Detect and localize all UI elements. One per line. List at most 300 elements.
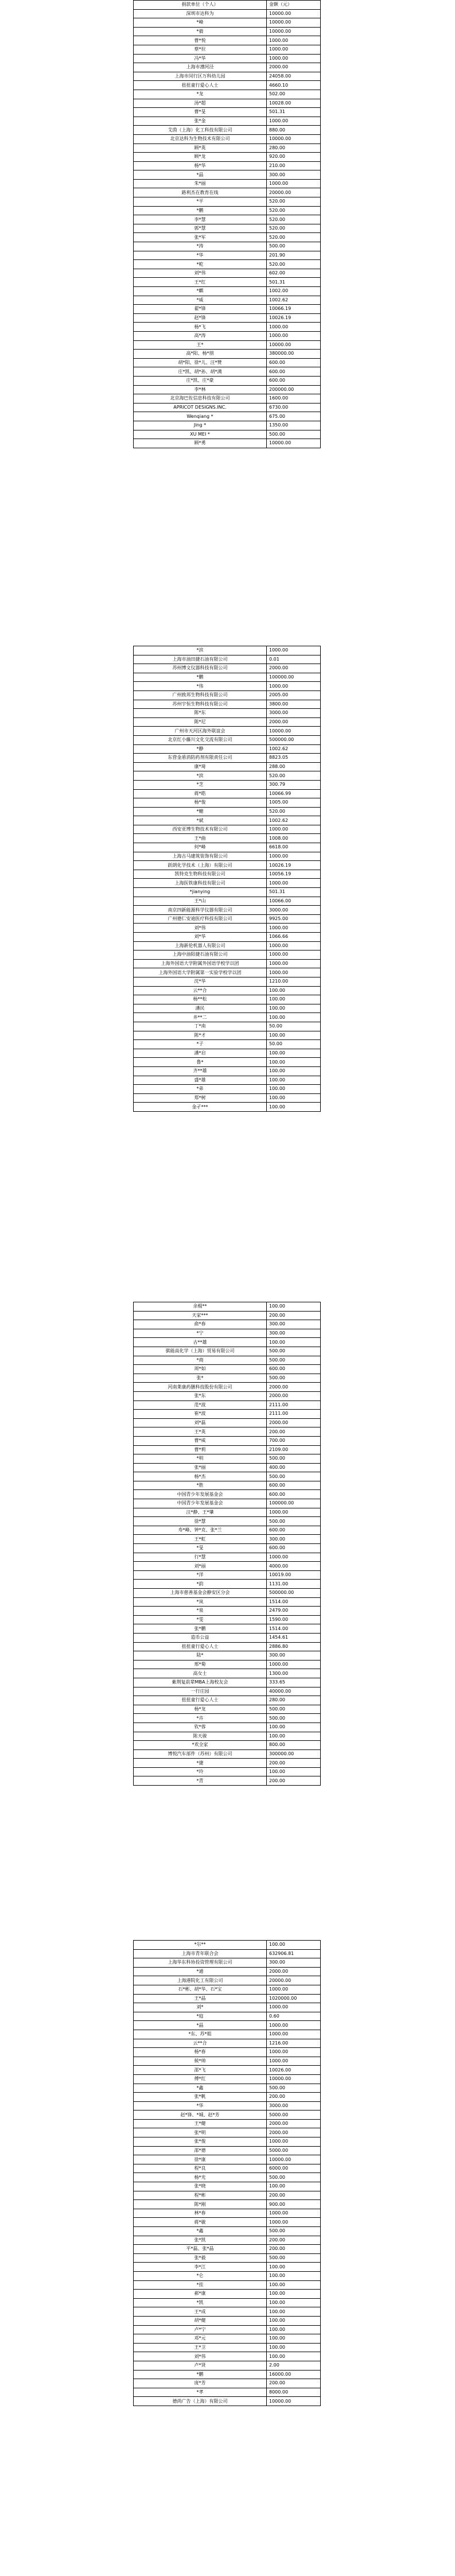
donor-name: 上海港院化工有限公司 [134,1976,267,1985]
table-row [134,1749,321,1759]
donation-amount: 100.00 [267,1093,321,1103]
donor-name: *涛 [134,242,267,251]
donation-amount: 200.00 [267,2093,321,2102]
table-row [134,2253,321,2263]
donation-amount: 1131.00 [267,1580,321,1589]
donor-name: 齐**雄 [134,1066,267,1076]
donation-amount: 100.00 [267,2263,321,2272]
table-row [134,1427,321,1437]
donation-amount: 600.00 [267,1365,321,1374]
donation-amount: 100.00 [267,2271,321,2280]
donor-name: 李*慧 [134,215,267,224]
table-row [134,888,321,897]
donation-amount: 100.00 [267,995,321,1004]
donor-name: 康*琦 [134,762,267,771]
donation-amount: 600.00 [267,376,321,385]
table-row [134,206,321,215]
donor-name: 汤*超 [134,99,267,108]
table-row [134,1633,321,1642]
donor-name: 范*波 [134,1400,267,1410]
table-row [134,296,321,305]
donation-amount: 2000.00 [267,664,321,673]
donation-amount: 1000.00 [267,879,321,888]
donation-amount: 501.31 [267,278,321,287]
table-row [134,1687,321,1696]
donation-amount: 2000.00 [267,2119,321,2128]
table-row [134,709,321,718]
table-row [134,90,321,99]
donation-amount: 1000.00 [267,2218,321,2227]
donor-name: *庭 [134,2012,267,2021]
table-row [134,2343,321,2352]
donation-table-1 [133,0,321,448]
donor-name: 王*卫 [134,2343,267,2352]
donation-amount: 10066.99 [267,789,321,798]
table-row [134,1302,321,1312]
donor-name: 艾茵（上海）化工科技有限公司 [134,126,267,135]
table-row [134,1714,321,1723]
table-row [134,350,321,359]
donation-amount: 2111.00 [267,1400,321,1410]
donation-amount: 600.00 [267,1526,321,1535]
donation-amount: 600.00 [267,1481,321,1490]
donor-name: 扭扭童行爱心人士 [134,1642,267,1651]
amount-column-header: 金额（元） [267,1,321,10]
table-row [134,1049,321,1058]
donor-name: 云**合 [134,2039,267,2048]
donor-name: 冯*华 [134,54,267,63]
donation-amount: 500.00 [267,2084,321,2093]
table-row [134,403,321,412]
donation-amount: 3000.00 [267,906,321,915]
table-row [134,700,321,709]
table-row [134,2200,321,2209]
donor-name: 广州市天河区海外联谊会 [134,727,267,736]
table-row [134,1544,321,1553]
donor-name: *弟 [134,1085,267,1094]
donor-name: *欢全家 [134,1741,267,1750]
donation-amount: 3800.00 [267,700,321,709]
table-row [134,2074,321,2084]
table-row [134,2236,321,2245]
donor-name: 杨*光 [134,2173,267,2182]
donation-amount: 1000.00 [267,2057,321,2066]
table-row [134,735,321,744]
donation-amount: 100.00 [267,2316,321,2325]
donor-name: 杨*飞 [134,323,267,332]
donation-amount: 1000.00 [267,2137,321,2147]
donation-amount: 500.00 [267,2227,321,2236]
donor-name: 刘*伟 [134,2352,267,2361]
donor-name: 寿*峰、钟*克、张*兰 [134,1526,267,1535]
table-row [134,1597,321,1607]
table-row [134,825,321,834]
donation-amount: 1590.00 [267,1615,321,1624]
table-row [134,1526,321,1535]
table-row [134,278,321,287]
donation-amount: 1000.00 [267,323,321,332]
table-row [134,2334,321,2344]
donation-amount: 100000.00 [267,1499,321,1508]
table-row [134,843,321,852]
donor-name: 上海华东科协投资管理有限公司 [134,1958,267,1968]
donor-name: 深圳市达科为 [134,9,267,18]
donation-table-3 [133,1302,321,1786]
table-row [134,986,321,995]
donor-name: 张*明 [134,2128,267,2137]
donor-name: *芝 [134,780,267,789]
donation-amount: 50.00 [267,1040,321,1049]
donor-name: 上海市青年联合会 [134,1949,267,1958]
table-row [134,134,321,143]
table-row [134,170,321,180]
donor-name: 庄*凯、胡*孙、胡*满 [134,367,267,377]
donor-name: 刘*丽 [134,1562,267,1571]
table-row [134,1058,321,1067]
table-row [134,188,321,197]
table-row [134,9,321,18]
donor-name: 广州德仁安迪医疗科技有限公司 [134,914,267,924]
donor-name: 何*峰 [134,843,267,852]
table-row [134,2128,321,2137]
table-row [134,1570,321,1580]
table-row [134,2298,321,2307]
table-row [134,1004,321,1013]
donation-amount: 280.00 [267,1696,321,1705]
donation-amount: 1000.00 [267,2030,321,2039]
table-row [134,1490,321,1499]
donor-name: 钦*蓉 [134,1722,267,1732]
donation-amount: 600.00 [267,1544,321,1553]
table-row [134,879,321,888]
donation-amount: 2000.00 [267,1418,321,1427]
donor-name: 行*慧 [134,1553,267,1562]
donation-amount: 100.00 [267,2352,321,2361]
donor-name: 陈*才 [134,1031,267,1040]
table-row [134,1463,321,1472]
donation-amount: 20000.00 [267,188,321,197]
donor-name: *明 [134,1454,267,1464]
donation-amount: 1000.00 [267,2048,321,2057]
donation-amount: 16000.00 [267,2370,321,2379]
table-row [134,897,321,906]
donor-name: 曹*威 [134,1436,267,1445]
table-row [134,54,321,63]
donation-amount: 9925.00 [267,914,321,924]
donor-name: 古**雄 [134,1338,267,1347]
donor-name: *东、苏*姐 [134,2030,267,2039]
donor-name: *毅 [134,27,267,36]
table-row [134,2119,321,2128]
table-row [134,727,321,736]
table-row [134,340,321,350]
donation-amount: 500.00 [267,1705,321,1714]
table-row [134,215,321,224]
donor-name: *青 [134,1776,267,1786]
table-row [134,99,321,108]
donor-name: 杨**松 [134,995,267,1004]
donor-name: 张*帆 [134,2093,267,2102]
donation-amount: 2000.00 [267,1967,321,1976]
donation-amount: 5000.00 [267,2111,321,2120]
donor-name: APRICOT DESIGNS.INC. [134,403,267,412]
donor-name: 王*晶 [134,1994,267,2003]
donor-name: 上海市油田捷石油有限公司 [134,655,267,664]
table-row [134,260,321,269]
donation-amount: 10066.19 [267,305,321,314]
table-row [134,673,321,682]
donation-amount: 500000.00 [267,735,321,744]
donation-amount: 600.00 [267,358,321,367]
donation-amount: 500.00 [267,1347,321,1356]
donor-name: 程*良 [134,2164,267,2173]
table-row [134,2218,321,2227]
donor-name: 上海新伦机器人有限公司 [134,941,267,951]
donation-amount: 100.00 [267,1767,321,1776]
table-row [134,951,321,960]
donation-amount: 1002.62 [267,816,321,825]
donation-amount: 1005.00 [267,798,321,808]
donor-name: 汪*静、王*肇 [134,1508,267,1517]
donation-table-2 [133,646,321,1112]
donation-amount: 10000.00 [267,727,321,736]
table-row [134,305,321,314]
table-row [134,861,321,870]
donation-amount: 300.00 [267,1958,321,1968]
donation-amount: 500.00 [267,1454,321,1464]
table-row [134,1705,321,1714]
donation-amount: 1514.00 [267,1597,321,1607]
donor-name: 张*俊 [134,2137,267,2147]
table-row [134,2379,321,2388]
donor-name: *岚 [134,1597,267,1607]
table-row [134,1732,321,1741]
donation-amount: 500.00 [267,1356,321,1365]
donation-amount: 380000.00 [267,350,321,359]
donor-name: 张*东 [134,1391,267,1400]
donation-amount: 10019.00 [267,1570,321,1580]
donor-name: 上海外国语大学附属外国语学校学以团 [134,959,267,968]
table-row [134,1400,321,1410]
donation-amount: 4000.00 [267,1562,321,1571]
donor-name: 刘*华 [134,933,267,942]
donor-name: 余棍** [134,1302,267,1312]
donation-amount: 520.00 [267,197,321,207]
table-row [134,2271,321,2280]
donor-name: 李*江 [134,2263,267,2272]
donation-amount: 520.00 [267,771,321,781]
donation-amount: 1020000.00 [267,1994,321,2003]
donor-name: 上海外国语大学附属第一实验学校学以团 [134,968,267,977]
donation-amount: 1000.00 [267,36,321,45]
donation-amount: 10000.00 [267,340,321,350]
table-row [134,126,321,135]
donor-name: 跃朗化学技术（上海）有限公司 [134,861,267,870]
donor-name: 邓*元 [134,2334,267,2344]
donor-name: *洋 [134,1570,267,1580]
table-row [134,780,321,789]
table-row [134,1311,321,1320]
donation-amount: 333.65 [267,1678,321,1687]
donor-name: Jing * [134,421,267,430]
donor-name: 程*彬 [134,2191,267,2200]
donation-amount: 200.00 [267,2236,321,2245]
donation-amount: 2000.00 [267,1391,321,1400]
table-row [134,906,321,915]
table-row [134,1958,321,1968]
donation-amount: 1000.00 [267,117,321,126]
donation-amount: 100.00 [267,986,321,995]
table-row [134,224,321,233]
donation-amount: 100.00 [267,1076,321,1085]
donor-name: 一行庄园 [134,1687,267,1696]
table-row [134,242,321,251]
donor-name: 陈*尼 [134,717,267,727]
donation-amount: 10066.00 [267,897,321,906]
donation-amount: 600.00 [267,1490,321,1499]
table-row [134,2325,321,2334]
table-row [134,1066,321,1076]
table-row [134,1678,321,1687]
table-row [134,2263,321,2272]
donor-name: 张*毅 [134,2253,267,2263]
table-row [134,1517,321,1526]
donation-amount: 2000.00 [267,1383,321,1392]
table-row [134,655,321,664]
donor-name: 郭*慧 [134,224,267,233]
table-row [134,2209,321,2218]
table-row [134,2012,321,2021]
donation-amount: 100.00 [267,1013,321,1022]
donor-name: *鹏 [134,673,267,682]
donor-name: *仑 [134,2271,267,2280]
table-row [134,2048,321,2057]
donation-amount: 500.00 [267,1472,321,1481]
table-row [134,2227,321,2236]
donor-name: *鑫 [134,2084,267,2093]
donation-amount: 200.00 [267,2379,321,2388]
donation-amount: 1000.00 [267,682,321,691]
donation-amount: 200.00 [267,2245,321,2254]
table-row [134,744,321,754]
donor-name: 盛*雄 [134,1076,267,1085]
donation-amount: 700.00 [267,1436,321,1445]
donation-amount: 300000.00 [267,1749,321,1759]
donation-amount: 800.00 [267,1741,321,1750]
donation-amount: 2.00 [267,2361,321,2370]
donor-name: 沈*华 [134,977,267,986]
donor-name: *凯 [134,2298,267,2307]
donor-name: *通 [134,1967,267,1976]
donation-amount: 100.00 [267,2307,321,2317]
table-row [134,1391,321,1400]
donor-name: 庄*凯、庄*豪 [134,376,267,385]
donor-name: *鑫 [134,2227,267,2236]
donation-amount: 10000.00 [267,18,321,28]
table-row [134,1481,321,1490]
table-row [134,1535,321,1544]
donor-name: 苏州博文仪器科技有限公司 [134,664,267,673]
donation-amount: 602.00 [267,269,321,278]
table-row [134,412,321,421]
donor-name: 顾*龙 [134,153,267,162]
donor-name: 邵*飞 [134,2066,267,2075]
table-row [134,1741,321,1750]
donor-name: 张*金 [134,117,267,126]
donor-name: 傅*红 [134,2074,267,2084]
donation-amount: 520.00 [267,260,321,269]
donor-name: *威 [134,296,267,305]
table-row [134,933,321,942]
table-row [134,358,321,367]
donor-name: 庞*芳 [134,2379,267,2388]
table-row [134,834,321,843]
donation-amount: 600.00 [267,367,321,377]
table-row [134,1347,321,1356]
donor-name: 王*曲 [134,834,267,843]
donation-amount: 100.00 [267,2334,321,2344]
donation-amount: 100.00 [267,1722,321,1732]
donor-name: *旻 [134,1544,267,1553]
donation-amount: 1300.00 [267,1669,321,1678]
donation-amount: 8823.05 [267,754,321,763]
donation-amount: 288.00 [267,762,321,771]
donor-name: 上海古马建筑装饰有限公司 [134,852,267,861]
table-row [134,1994,321,2003]
donation-amount: 1066.66 [267,933,321,942]
donor-name: 骐能高化学（上海）贸易有限公司 [134,1347,267,1356]
donation-amount: 1000.00 [267,45,321,54]
donation-amount: 1000.00 [267,825,321,834]
table-row [134,2173,321,2182]
table-row [134,977,321,986]
donor-name: 郑*树 [134,1093,267,1103]
donation-amount: 20000.00 [267,1976,321,1985]
donor-name: 王* [134,340,267,350]
donation-amount: 1000.00 [267,1985,321,1994]
table-row [134,421,321,430]
donor-name: *华 [134,2101,267,2111]
donation-amount: 200.00 [267,1759,321,1768]
table-row [134,852,321,861]
table-row [134,2039,321,2048]
donor-name: 潘*启 [134,1049,267,1058]
donor-name: 造币公益 [134,1633,267,1642]
table-row [134,36,321,45]
donor-name: *jianying [134,888,267,897]
table-row [134,1508,321,1517]
donor-name: *胜 [134,1481,267,1490]
donor-name: *宁 [134,1329,267,1338]
table-row [134,179,321,188]
table-row [134,72,321,81]
donation-amount: 200.00 [267,2191,321,2200]
donation-amount: 0.60 [267,2012,321,2021]
table-row [134,1759,321,1768]
table-row [134,63,321,72]
donor-name: 博悦汽车部件（苏州）有限公司 [134,1749,267,1759]
donor-name: 高*阳、杨*朋 [134,350,267,359]
donation-amount: 10056.19 [267,870,321,879]
table-row [134,1589,321,1598]
donor-name: *捷 [134,1759,267,1768]
table-row [134,233,321,242]
donation-amount: 632906.81 [267,1949,321,1958]
table-row [134,2182,321,2191]
donation-amount: 1008.00 [267,834,321,843]
table-row [134,1967,321,1976]
donor-name: *尔** [134,1941,267,1950]
